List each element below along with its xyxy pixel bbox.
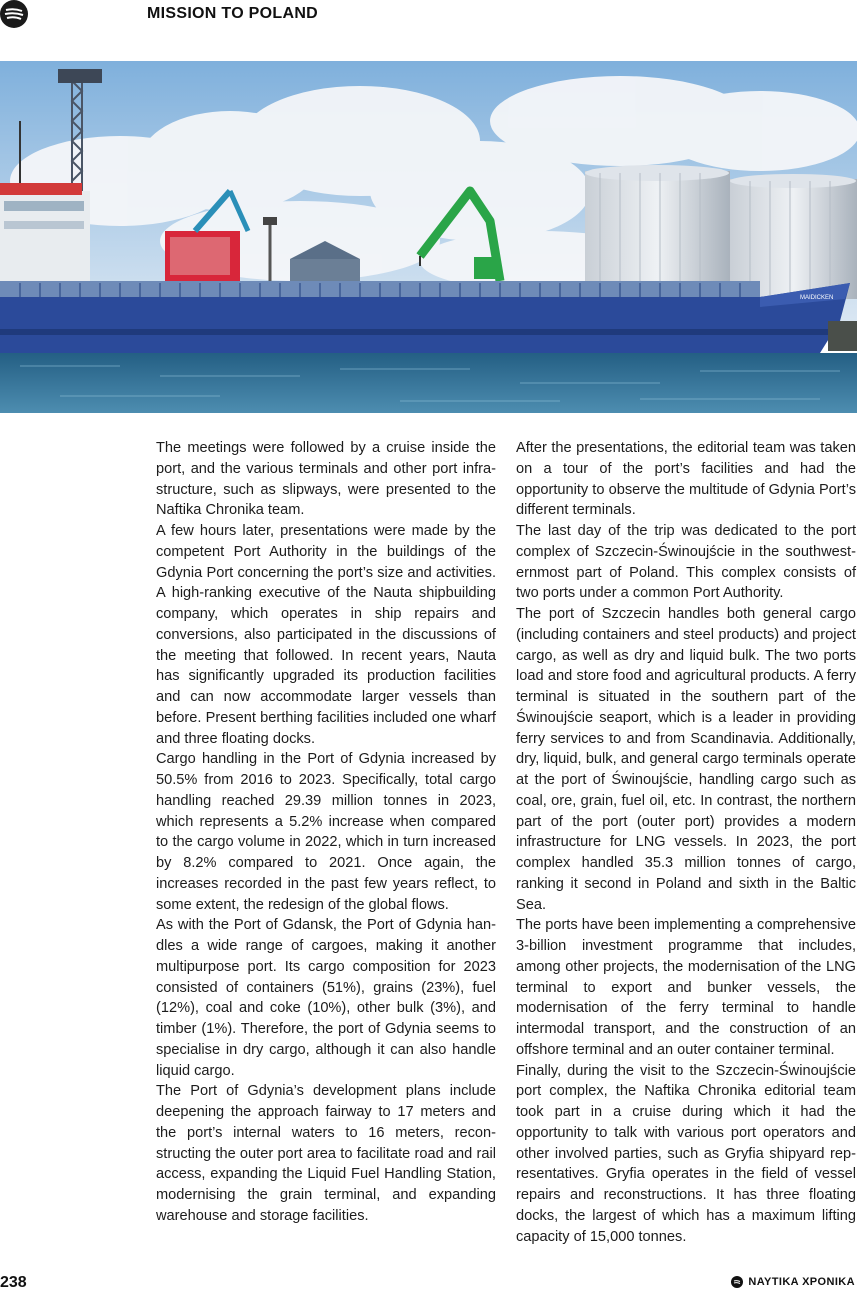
paragraph: The ports have been implementing a comprehensive 3-billion investment programme that includes, among other projects, the modernisation of the LNG terminal to export and bunker vessels, the modernisation of the ferry terminal to handle intermodal transport, and the construction of an offshore terminal and an outer container terminal. [516,917,856,1058]
article-column-left [156,438,496,1227]
page-number: 238 [0,1274,27,1291]
paragraph: Finally, during the visit to the Szczecin-Świnoujście port complex, the Naftika Chronika editorial team took part in a cruise during which it had the opportunity to talk with various port operators and other involved parties, such as Gryfia shipyard representatives. Gryfia operates in the field of vessel repairs and reconstructions. It has three floating docks, the largest of which has a maximum lifting capacity of 15,000 tonnes. [516,1062,856,1245]
brand-name: NAYTIKA XPONIKA [748,1276,855,1288]
port-photo [0,61,857,413]
paragraph: The meetings were followed by a cruise inside the port, and the various terminals and other port infrastructure, such as slipways, were presented to the Naftika Chronika team. [156,440,496,519]
paragraph: The port of Szczecin handles both general cargo (including containers and steel products) and project cargo, as well as dry and liquid bulk. The two ports load and store food and agricultural products. A ferry terminal is situated in the southern part of the Świnoujście seaport, which is a leader in providing ferry services to and from Scandinavia. Additionally, dry, liquid, bulk, and general cargo terminals operate at the port of Świnoujście, handling cargo such as coal, ore, grain, fuel oil, etc. In contrast, the northern part of the port (outer port) provides a modern infrastructure for LNG vessels. In 2023, the port complex handled 35.3 million tonnes of cargo, ranking it second in Poland and sixth in the Baltic Sea. [516,606,856,913]
ship-name: MAIDICKEN [800,295,834,301]
naftika-logo-icon [731,1276,743,1288]
paragraph: As with the Port of Gdansk, the Port of Gdynia handles a wide range of cargoes, making it another multipurpose port. Its cargo composition for 2023 consisted of containers (51%), grains (23%), fuel (12%), coal and coke (10%), other bulk (3%), and timber (1%). Therefore, the port of Gdynia seems to specialise in dry cargo, although it can also handle liquid cargo. [156,917,496,1079]
paragraph: A few hours later, presentations were made by the competent Port Authority in the buildings of the Gdynia Port concerning the port’s size and activities. A high-ranking executive of the Nauta shipbuilding company, which operates in ship repairs and conversions, also participated in the discussions of the meeting that followed. In recent years, Nauta has significantly upgraded its production facilities and can now accommodate larger vessels than before. Present berthing facilities included one wharf and three floating docks. [156,523,496,747]
article-column-right [516,438,856,1247]
section-title: MISSION TO POLAND [147,5,319,22]
paragraph: After the presentations, the editorial team was taken on a tour of the port’s facilities and had the opportunity to observe the multitude of Gdynia Port’s different terminals. [516,440,856,519]
paragraph: The last day of the trip was dedicated to the port complex of Szczecin-Świnoujście in the southwesternmost part of Poland. This complex consists of two ports under a common Port Authority. [516,523,856,602]
paragraph: Cargo handling in the Port of Gdynia increased by 50.5% from 2016 to 2023. Specifically, total cargo handling reached 29.39 million tonnes in 2023, which represents a 5.2% increase when compared to the cargo volume in 2022, which in turn increased by 8.2% compared to 2021. Once again, the increases recorded in the past few years reflect, to some extent, the redesign of the global flows. [156,751,496,913]
brand-footer [731,1276,855,1288]
naftika-logo-icon [0,0,28,28]
paragraph: The Port of Gdynia’s development plans include deepening the approach fairway to 17 meters and the port’s internal waters to 16 meters, reconstructing the outer port area to facilitate road and rail access, expanding the Liquid Fuel Handling Station, modernising the grain terminal, and expanding warehouse and storage facilities. [156,1083,496,1224]
